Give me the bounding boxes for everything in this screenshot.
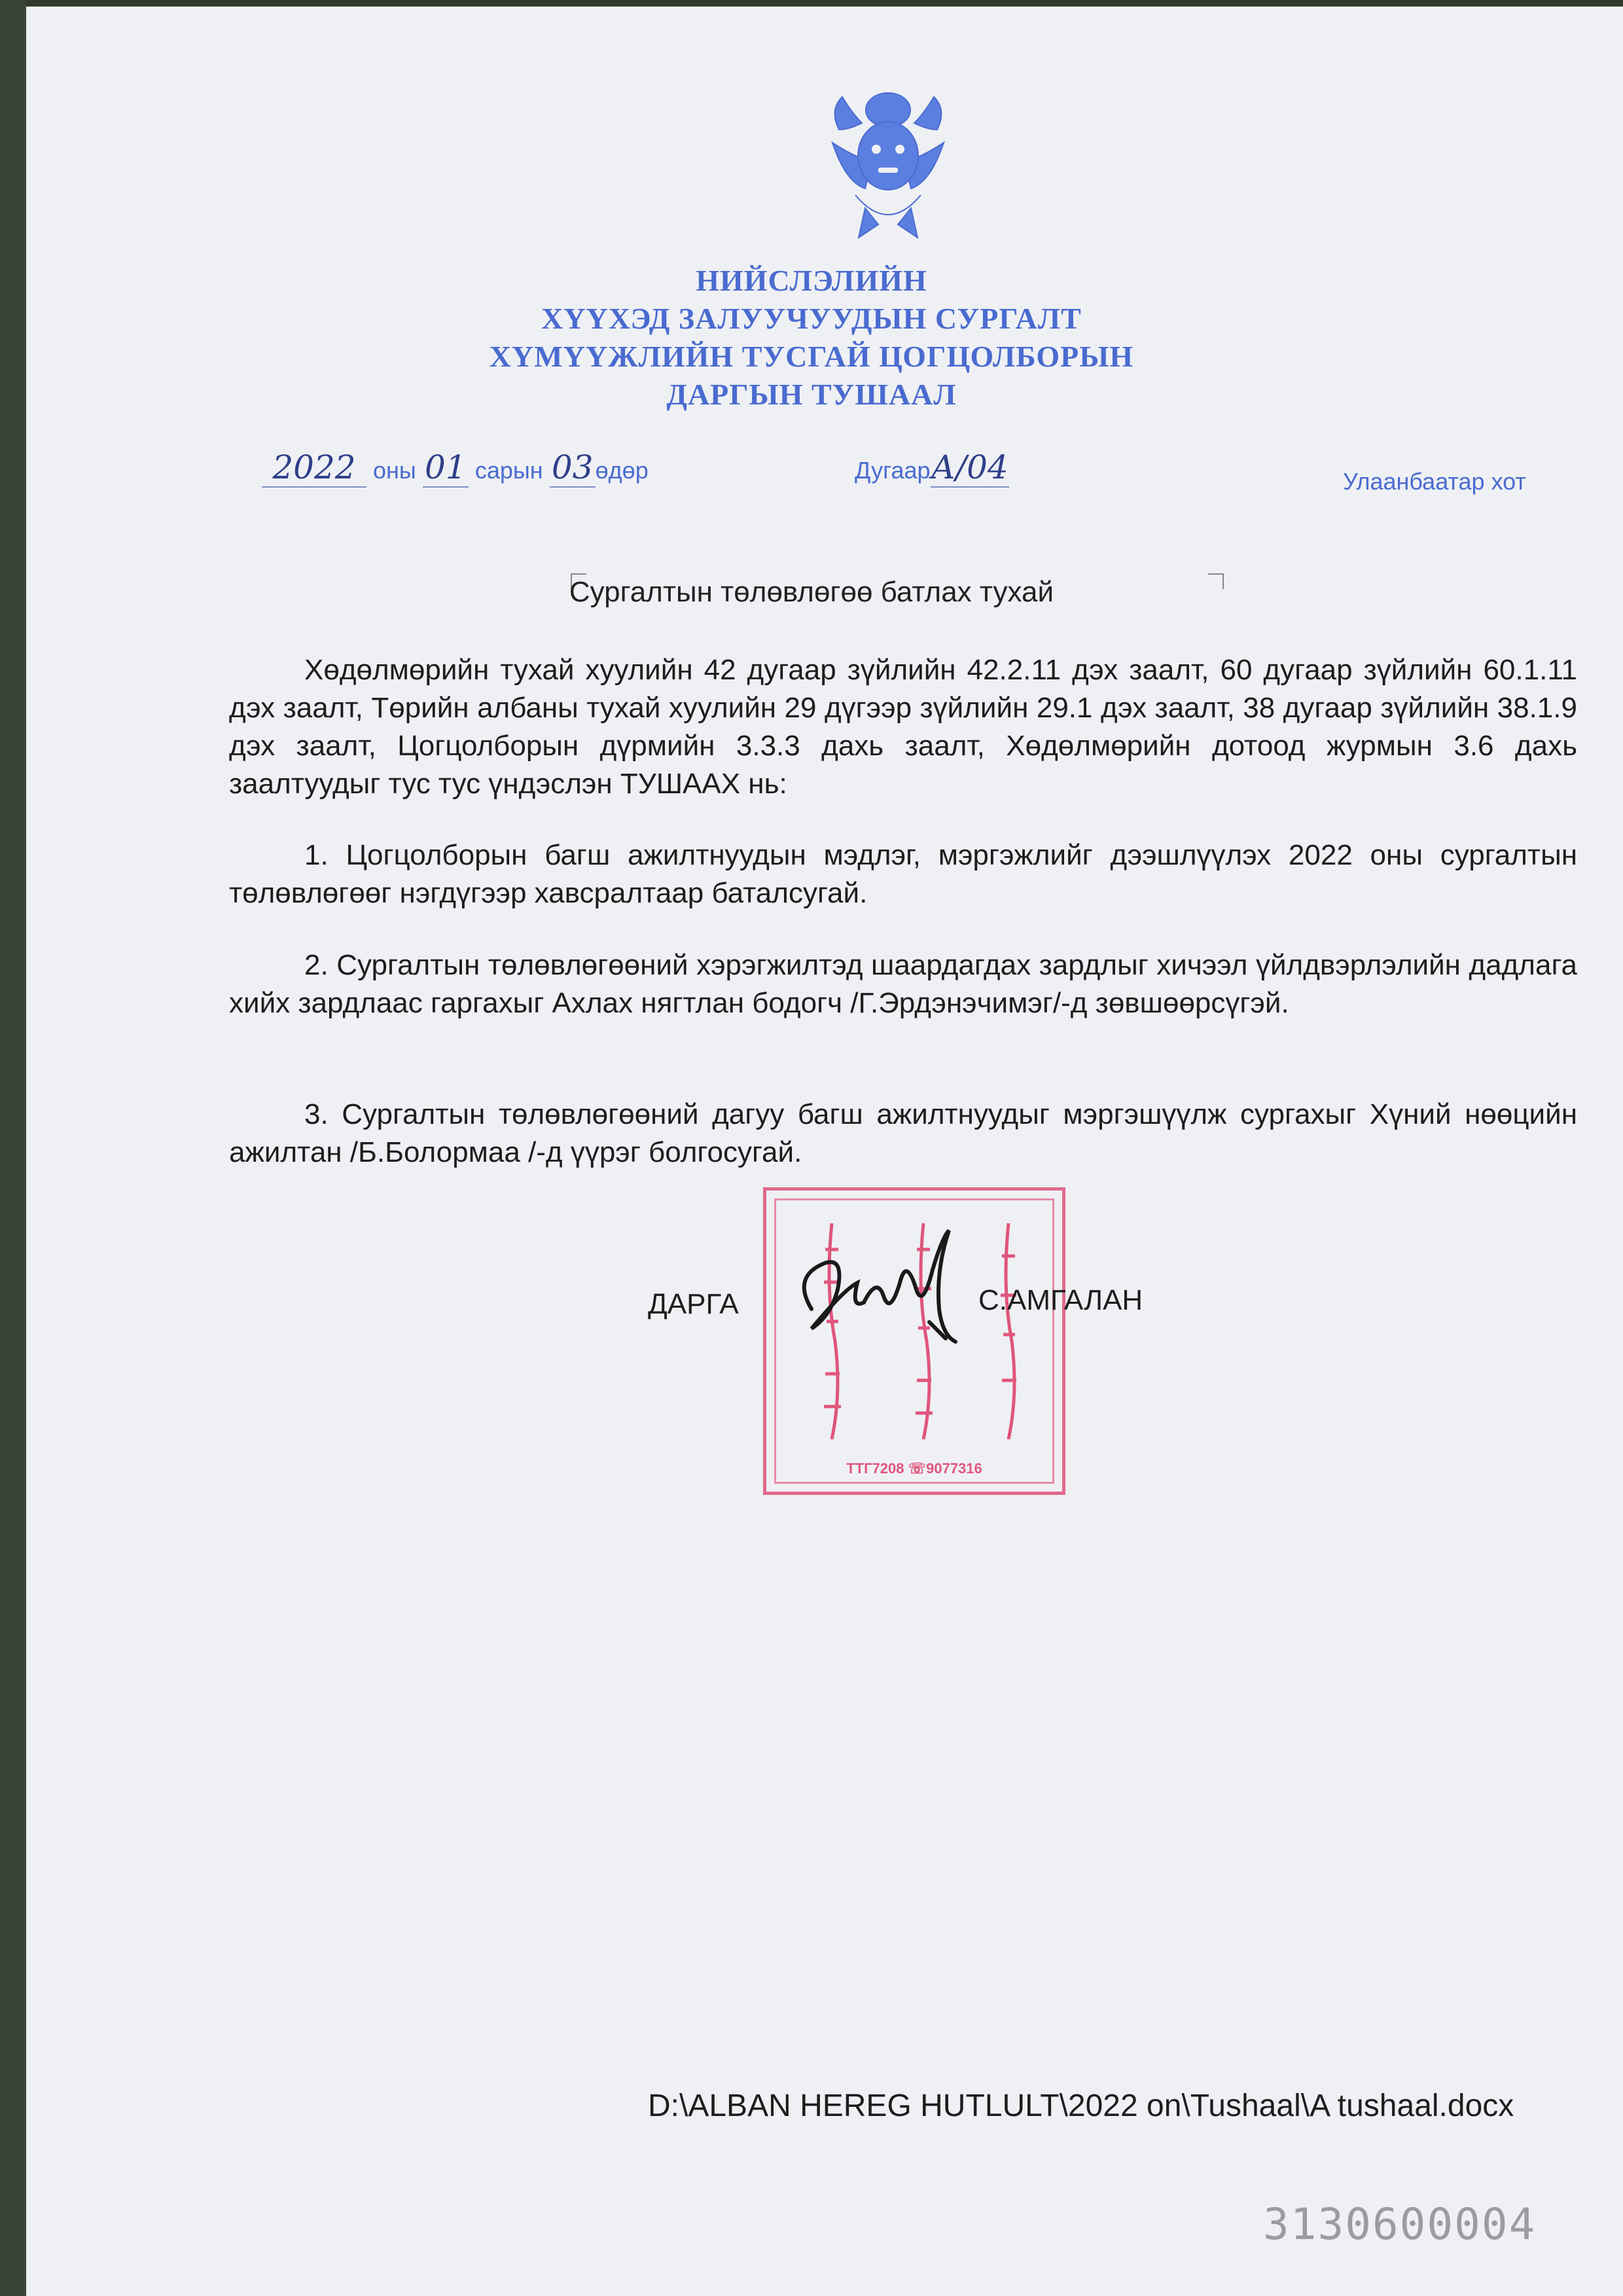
date-line bbox=[262, 448, 649, 488]
order-item-1-text: 1. Цогцолборын багш ажилтнуудын мэдлэг, мэргэжлийг дээшлүүлэх 2022 оны сургалтын төлөвлөгөөг нэгдүгээр хавсралтаар баталсугай. bbox=[229, 839, 1577, 909]
subject-title: Сургалтын төлөвлөгөө батлах тухай bbox=[569, 576, 1054, 608]
handwritten-month: 01 bbox=[423, 448, 469, 488]
org-title-line-3: ХҮМҮҮЖЛИЙН ТУСГАЙ ЦОГЦОЛБОРЫН bbox=[489, 340, 1134, 373]
org-title-line-4: ДАРГЫН ТУШААЛ bbox=[666, 378, 957, 411]
handwritten-day: 03 bbox=[550, 448, 596, 488]
intro-text: Хөдөлмөрийн тухай хуулийн 42 дугаар зүйлийн 42.2.11 дэх заалт, 60 дугаар зүйлийн 60.1.11 дэх заалт, Төрийн албаны тухай хуулийн 29 дүгээр зүйлийн 29.1 дэх заалт, 38 дугаар зүйлийн 38.1.9 дэх заалт, Цогцолборын дүрмийн 3.3.3 дахь заалт, Хөдөлмөрийн дотоод журмын 3.6 дахь заалтуудыг тус тус үндэслэн ТУШААХ нь: bbox=[229, 654, 1577, 800]
order-item-2 bbox=[229, 946, 1577, 1022]
scan-serial-number: 3130600004 bbox=[1263, 2199, 1537, 2250]
handwritten-signature bbox=[785, 1211, 1008, 1381]
order-item-1 bbox=[229, 836, 1577, 912]
year-suffix: оны bbox=[373, 457, 416, 484]
order-number bbox=[855, 448, 1009, 488]
org-title-line-1: НИЙСЛЭЛИЙН bbox=[696, 264, 927, 297]
stamp-code: ТТГ7208 ☏9077316 bbox=[846, 1460, 982, 1477]
handwritten-number: А/04 bbox=[931, 448, 1008, 486]
org-title-line-2: ХҮҮХЭД ЗАЛУУЧУУДЫН СУРГАЛТ bbox=[541, 302, 1082, 335]
month-suffix: сарын bbox=[474, 457, 543, 484]
state-emblem-icon bbox=[826, 84, 950, 241]
number-label: Дугаар bbox=[855, 457, 931, 484]
day-suffix: өдөр bbox=[595, 457, 649, 484]
signatory-title: ДАРГА bbox=[648, 1288, 739, 1320]
city: Улаанбаатар хот bbox=[1343, 468, 1526, 495]
handwritten-year: 2022 bbox=[262, 448, 366, 488]
intro-paragraph bbox=[229, 651, 1577, 803]
file-path: D:\ALBAN HEREG HUTLULT\2022 on\Tushaal\A tushaal.docx bbox=[648, 2089, 1514, 2123]
order-item-3 bbox=[229, 1096, 1577, 1172]
signatory-name: С.АМГАЛАН bbox=[978, 1284, 1143, 1316]
order-item-3-text: 3. Сургалтын төлөвлөгөөний дагуу багш ажилтнуудыг мэргэшүүлж сургахыг Хүний нөөцийн ажилтан /Б.Болормаа /-д үүрэг болгосугай. bbox=[229, 1098, 1577, 1168]
order-item-2-text: 2. Сургалтын төлөвлөгөөний хэрэгжилтэд шаардагдах зардлыг хичээл үйлдвэрлэлийн дадлага хийх зардлаас гаргахыг Ахлах нягтлан бодогч /Г.Эрдэнэчимэг/-д зөвшөөрсүгэй. bbox=[229, 949, 1577, 1019]
